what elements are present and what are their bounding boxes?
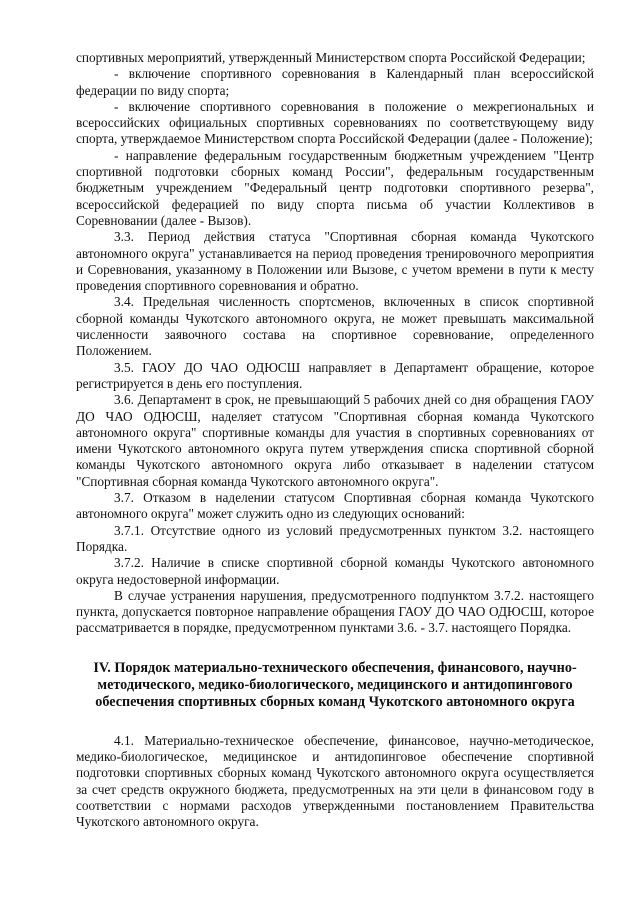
spacer: [76, 637, 594, 660]
paragraph-3-6: 3.6. Департамент в срок, не превышающий 5 рабочих дней со дня обращения ГАОУ ДО ЧАО ОДЮСШ, наделяет статусом "Спортивная сборная команда Чукотского автономного округа" спортивные команды для участия в спортивных соревнованиях от имени Чукотского автономного округа путем утверждения списка спортивной сборной команды Чукотского автономного округа либо отказывает в наделении статусом "Спортивная сборная команда Чукотского автономного округа".: [76, 392, 594, 489]
section-heading: IV. Порядок материально-технического обеспечения, финансового, научно-методического, медико-биологического, медицинского и антидопингового обеспечения спортивных сборных команд Чукотского автономного округа: [93, 659, 577, 710]
paragraph-list-item: - включение спортивного соревнования в Календарный план всероссийской федерации по виду спорта;: [76, 66, 594, 98]
paragraph-3-3: 3.3. Период действия статуса "Спортивная сборная команда Чукотского автономного округа" устанавливается на период проведения тренировочного мероприятия и Соревнования, указанному в Положении или Вызове, с учетом времени в пути к месту проведения спортивного соревнования и обратно.: [76, 229, 594, 294]
paragraph-list-item: - направление федеральным государственным бюджетным учреждением "Центр спортивной подготовки сборных команд России", федеральным государственным бюджетным учреждением "Федеральный центр подготовки спортивного резерва", всероссийской федерацией по виду спорта письма об участии Коллективов в Соревновании (далее - Вызов).: [76, 147, 594, 228]
paragraph-list-item: - включение спортивного соревнования в положение о межрегиональных и всероссийских официальных спортивных соревнованиях по соответствующему виду спорта, утверждаемое Министерством спорта Российской Федерации (далее - Положение);: [76, 98, 594, 147]
paragraph-3-7-1: 3.7.1. Отсутствие одного из условий предусмотренных пунктом 3.2. настоящего Порядка.: [76, 522, 594, 554]
paragraph-4-1: 4.1. Материально-техническое обеспечение, финансовое, научно-методическое, медико-биологическое, медицинское и антидопинговое обеспечение спортивной подготовки спортивных сборных команд Чукотского автономного округа осуществляется за счет средств окружного бюджета, предусмотренных на эти цели в финансовом году в соответствии с нормами расходов утвержденными постановлением Правительства Чукотского автономного округа.: [76, 732, 594, 830]
paragraph-3-5: 3.5. ГАОУ ДО ЧАО ОДЮСШ направляет в Департамент обращение, которое регистрируется в день его поступления.: [76, 359, 594, 391]
paragraph-remedy: В случае устранения нарушения, предусмотренного подпунктом 3.7.2. настоящего пункта, допускается повторное направление обращения ГАОУ ДО ЧАО ОДЮСШ, которое рассматривается в порядке, предусмотренном пунктами 3.6. - 3.7. настоящего Порядка.: [76, 587, 594, 636]
spacer: [76, 711, 594, 733]
paragraph-3-7: 3.7. Отказом в наделении статусом Спортивная сборная команда Чукотского автономного округа" может служить одно из следующих оснований:: [76, 490, 594, 522]
paragraph-3-7-2: 3.7.2. Наличие в списке спортивной сборной команды Чукотского автономного округа недостоверной информации.: [76, 555, 594, 587]
paragraph-3-4: 3.4. Предельная численность спортсменов, включенных в список спортивной сборной команды Чукотского автономного округа, не может превышать максимальной численности заявочного состава на спортивное соревнование, определенного Положением.: [76, 294, 594, 359]
paragraph-continuation: спортивных мероприятий, утвержденный Министерством спорта Российской Федерации;: [76, 50, 586, 65]
